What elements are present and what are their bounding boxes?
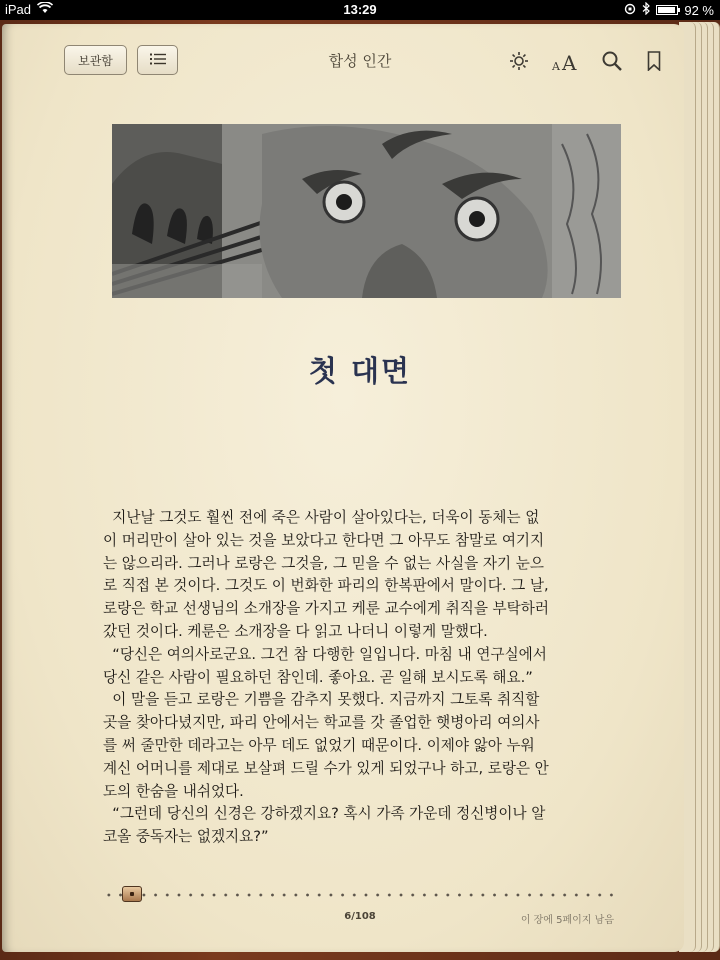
- battery-percent: 92 %: [684, 2, 714, 18]
- text-line: 는 않으리라. 그러나 로랑은 그것을, 그 믿을 수 없는 사실을 자기 눈으: [103, 554, 544, 572]
- text-line: 도의 한숨을 내쉬었다.: [103, 782, 244, 800]
- bookmark-icon[interactable]: [645, 48, 663, 74]
- scrubber-knob[interactable]: [122, 886, 142, 902]
- text-line: 당신 같은 사람이 필요하던 참인데. 좋아요. 곧 일해 보시도록 해요.”: [103, 668, 533, 686]
- status-bar: [0, 0, 720, 20]
- text-line: 지난날 그것도 훨씬 전에 죽은 사람이 살아있다는, 더욱이 동체는 없: [103, 509, 540, 526]
- text-line: “당신은 여의사로군요. 그건 참 다행한 일입니다. 마침 내 연구실에서: [103, 645, 547, 663]
- magnifier-icon[interactable]: [600, 48, 624, 74]
- text-line: 로 직접 본 것이다. 그것도 이 번화한 파리의 한복판에서 말이다. 그 날,: [103, 577, 549, 595]
- library-button-label: 보관함: [78, 53, 113, 68]
- library-button[interactable]: [64, 45, 127, 75]
- text-line: 로랑은 학교 선생님의 소개장을 가지고 케룬 교수에게 취직을 부탁하러: [103, 600, 549, 618]
- text-line: 이 머리만이 살아 있는 것을 보았다고 한다면 그 아무도 참말로 여기지: [103, 531, 545, 549]
- page-number: 6/108: [344, 911, 376, 922]
- body-text[interactable]: [103, 507, 617, 849]
- chapter-title: 첫 대면: [308, 354, 412, 388]
- orientation-lock-icon: [624, 3, 636, 18]
- font-size-icon[interactable]: [550, 48, 582, 74]
- device-label: iPad: [5, 2, 32, 17]
- page-scrubber[interactable]: [103, 892, 617, 898]
- list-icon: [150, 53, 166, 68]
- text-line: 계신 어머니를 제대로 보살펴 드릴 수가 있게 되었구나 하고, 로랑은 안: [103, 759, 549, 777]
- clock: 13:29: [343, 2, 377, 17]
- svg-text:A: A: [552, 60, 560, 72]
- page-stack: [680, 22, 720, 952]
- text-line: “그런데 당신의 신경은 강하겠지요? 혹시 가족 가운데 정신병이나 알: [103, 805, 546, 823]
- text-line: 곳을 찾아다녔지만, 파리 안에서는 학교를 갓 졸업한 햇병아리 여의사: [103, 714, 540, 732]
- text-line: 갔던 것이다. 케룬은 소개장을 다 읽고 나더니 이렇게 말했다.: [103, 622, 488, 640]
- toc-button[interactable]: [137, 45, 178, 75]
- battery-icon: [656, 5, 678, 15]
- bluetooth-icon: [642, 2, 650, 18]
- text-line: 코올 중독자는 없겠지요?”: [103, 828, 269, 846]
- pages-left-label: 이 장에 5페이지 남음: [520, 915, 614, 926]
- chapter-illustration: [112, 124, 621, 298]
- text-line: 이 말을 듣고 로랑은 기쁨을 감추지 못했다. 지금까지 그토록 취직할: [103, 691, 540, 709]
- svg-text:A: A: [562, 51, 577, 72]
- text-line: 를 써 줄만한 데라고는 아무 데도 없었기 때문이다. 이제야 앓아 누워: [103, 736, 535, 754]
- book-title: 합성 인간: [328, 52, 392, 70]
- sun-icon[interactable]: [508, 48, 530, 74]
